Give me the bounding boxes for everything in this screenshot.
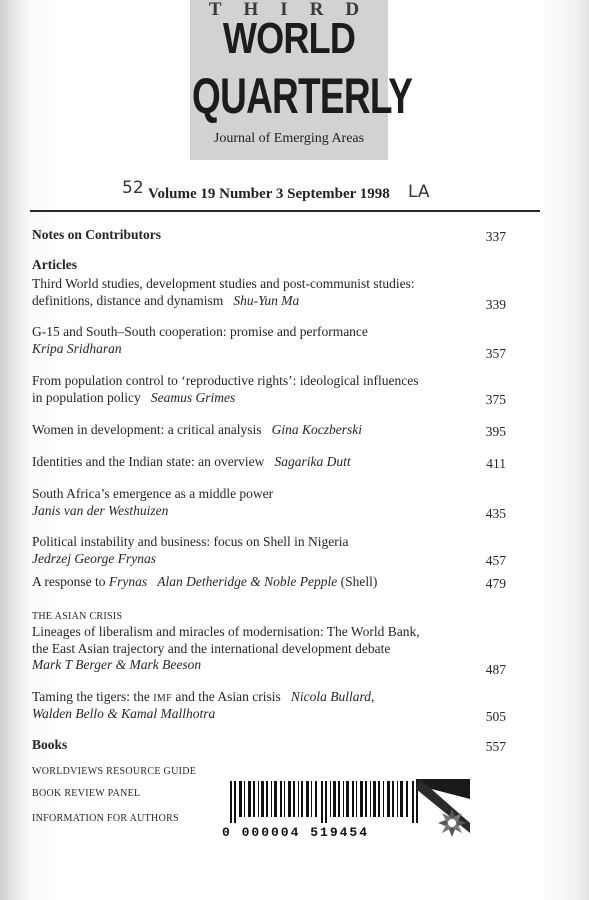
entry-title-line: South Africa’s emergence as a middle power [32, 486, 274, 501]
entry-page: 411 [486, 456, 506, 471]
entry-title: A response to [32, 574, 106, 589]
entry-page: 505 [485, 709, 506, 724]
barcode [220, 779, 470, 841]
entry-author: Alan Detheridge & Noble Pepple [157, 574, 338, 589]
volume-line [148, 186, 390, 203]
entry-page: 375 [485, 392, 506, 407]
entry-author: Walden Bello & Kamal Mallhotra [32, 706, 216, 721]
masthead-subtitle: Journal of Emerging Areas [213, 131, 365, 146]
masthead-quarterly: QUARTERLY [192, 68, 413, 124]
entry-page: 339 [485, 297, 506, 312]
books-item: BOOK REVIEW PANEL [32, 788, 141, 799]
entry-title-line: Lineages of liberalism and miracles of modernisation: The World Bank, [32, 624, 420, 639]
entry-title-line: the East Asian trajectory and the international development debate [32, 641, 391, 656]
masthead-third: THIRD [208, 0, 382, 20]
notes-page: 337 [485, 229, 506, 244]
entry-title-line [32, 453, 472, 470]
volume-text: Volume 19 Number 3 September 1998 [148, 186, 390, 202]
handwritten-note-right: LA [408, 182, 430, 202]
books-item: WORLDVIEWS RESOURCE GUIDE [32, 766, 197, 777]
entry-page: 357 [485, 346, 506, 361]
entry-author: Sagarika Dutt [274, 454, 351, 469]
entry-title-line: Third World studies, development studies and post-communist studies: [32, 276, 415, 291]
entry-author: Janis van der Westhuizen [32, 503, 169, 518]
handwritten-note-left: 52 [122, 178, 144, 198]
entry-page: 457 [485, 553, 506, 568]
entry-title-line: G-15 and South–South cooperation: promise and performance [32, 324, 368, 339]
entry-title: in population policy [32, 390, 141, 405]
entry-page: 395 [485, 424, 506, 439]
entry-title: Taming the tigers: the [32, 689, 150, 704]
barcode-bars [230, 781, 420, 823]
entry-page: 435 [485, 506, 506, 521]
publisher-seal-icon [416, 779, 470, 839]
header-rule [30, 210, 540, 212]
entry-title-smallcaps: IMF [153, 693, 172, 704]
books-page: 557 [485, 739, 506, 754]
section-asian-crisis: THE ASIAN CRISIS [32, 611, 123, 622]
entry-author: Kripa Sridharan [32, 341, 122, 356]
barcode-number: 0 000004 519454 [222, 825, 370, 840]
entry-title: Women in development: a critical analysis [32, 422, 262, 437]
entry-title-line [32, 292, 472, 309]
entry-title: and the Asian crisis [175, 689, 281, 704]
masthead [190, 0, 413, 160]
entry-author-suffix: (Shell) [340, 574, 378, 589]
articles-heading: Articles [32, 257, 77, 272]
entry-author: Mark T Berger & Mark Beeson [32, 657, 202, 672]
entry-title-italic: Frynas [108, 574, 148, 589]
entry-author: Jedrzej George Frynas [32, 551, 156, 566]
entry-author: Nicola Bullard, [290, 689, 375, 704]
entry-author: Shu-Yun Ma [233, 293, 300, 308]
entry-title-line [32, 421, 472, 438]
notes-on-contributors: Notes on Contributors [32, 227, 162, 242]
books-item: INFORMATION FOR AUTHORS [32, 813, 179, 824]
masthead-world: WORLD [222, 14, 356, 63]
books-heading: Books [32, 737, 68, 752]
entry-title: definitions, distance and dynamism [32, 293, 224, 308]
entry-author: Gina Koczberski [271, 422, 362, 437]
entry-title: Identities and the Indian state: an overview [32, 454, 265, 469]
entry-title-line [32, 389, 472, 406]
entry-page: 487 [485, 662, 506, 677]
entry-title-line: From population control to ‘reproductive rights’: ideological influences [32, 373, 419, 388]
entry-author: Seamus Grimes [150, 390, 236, 405]
entry-page: 479 [485, 576, 506, 591]
entry-title-line [32, 573, 472, 590]
entry-title-line: Political instability and business: focus on Shell in Nigeria [32, 534, 349, 549]
